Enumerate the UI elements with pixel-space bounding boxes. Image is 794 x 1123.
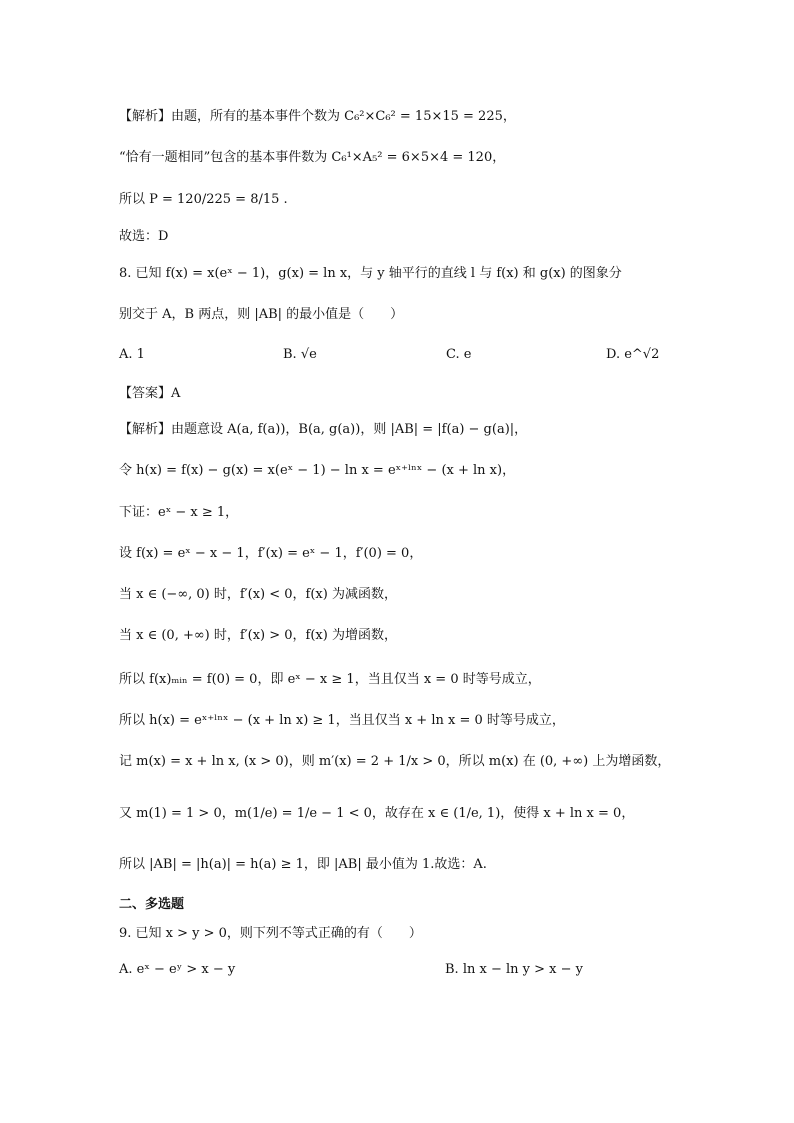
solution-line-3: 所以 P = 120/225 = 8/15 . xyxy=(119,192,288,207)
question-8-stem-1: 8. 已知 f(x) = x(eˣ − 1)，g(x) = ln x，与 y 轴平行的直线 l 与 f(x) 和 g(x) 的图象分 xyxy=(119,266,622,281)
q8-solution-line-7: 所以 f(x)ₘᵢₙ = f(0) = 0，即 eˣ − x ≥ 1，当且仅当 x = 0 时等号成立， xyxy=(119,672,541,687)
solution-line-1: 【解析】由题，所有的基本事件个数为 C₆²×C₆² = 15×15 = 225， xyxy=(119,109,516,124)
q8-answer: 【答案】A xyxy=(119,386,181,401)
question-8-stem-2: 别交于 A，B 两点，则 |AB| 的最小值是（ ） xyxy=(119,307,404,322)
q8-option-d: D. e^√2 xyxy=(606,347,660,362)
q8-solution-line-11: 所以 |AB| = |h(a)| = h(a) ≥ 1，即 |AB| 最小值为 1.故选：A. xyxy=(119,857,487,872)
q8-solution-line-3: 下证：eˣ − x ≥ 1， xyxy=(119,505,239,520)
q8-solution-line-6: 当 x ∈ (0, +∞) 时，f′(x) > 0，f(x) 为增函数， xyxy=(119,628,397,643)
q8-solution-line-8: 所以 h(x) = eˣ⁺ˡⁿˣ − (x + ln x) ≥ 1，当且仅当 x + ln x = 0 时等号成立， xyxy=(119,713,565,728)
q9-option-b: B. ln x − ln y > x − y xyxy=(445,962,583,977)
q8-solution-line-5: 当 x ∈ (−∞, 0) 时，f′(x) < 0，f(x) 为减函数， xyxy=(119,587,397,602)
solution-line-2: “恰有一题相同”包含的基本事件数为 C₆¹×A₅² = 6×5×4 = 120， xyxy=(119,150,506,165)
q9-option-a: A. eˣ − eʸ > x − y xyxy=(119,962,236,977)
q8-solution-line-4: 设 f(x) = eˣ − x − 1，f′(x) = eˣ − 1，f′(0) = 0， xyxy=(119,546,423,561)
q8-solution-line-9: 记 m(x) = x + ln x, (x > 0)，则 m′(x) = 2 + 1/x > 0，所以 m(x) 在 (0, +∞) 上为增函数， xyxy=(119,754,671,769)
q8-solution-line-2: 令 h(x) = f(x) − g(x) = x(eˣ − 1) − ln x = eˣ⁺ˡⁿˣ − (x + ln x)， xyxy=(119,463,516,478)
solution-answer: 故选：D xyxy=(119,229,169,244)
section-heading: 二、多选题 xyxy=(119,897,185,912)
q8-option-c: C. e xyxy=(446,347,472,362)
question-9-stem: 9. 已知 x > y > 0，则下列不等式正确的有（ ） xyxy=(119,926,422,941)
q8-solution-line-1: 【解析】由题意设 A(a, f(a))，B(a, g(a))，则 |AB| = |f(a) − g(a)|， xyxy=(119,422,528,437)
q8-option-a: A. 1 xyxy=(119,347,145,362)
q8-option-b: B. √e xyxy=(283,347,317,362)
q8-solution-line-10: 又 m(1) = 1 > 0，m(1/e) = 1/e − 1 < 0，故存在 x ∈ (1/e, 1)，使得 x + ln x = 0， xyxy=(119,806,635,821)
